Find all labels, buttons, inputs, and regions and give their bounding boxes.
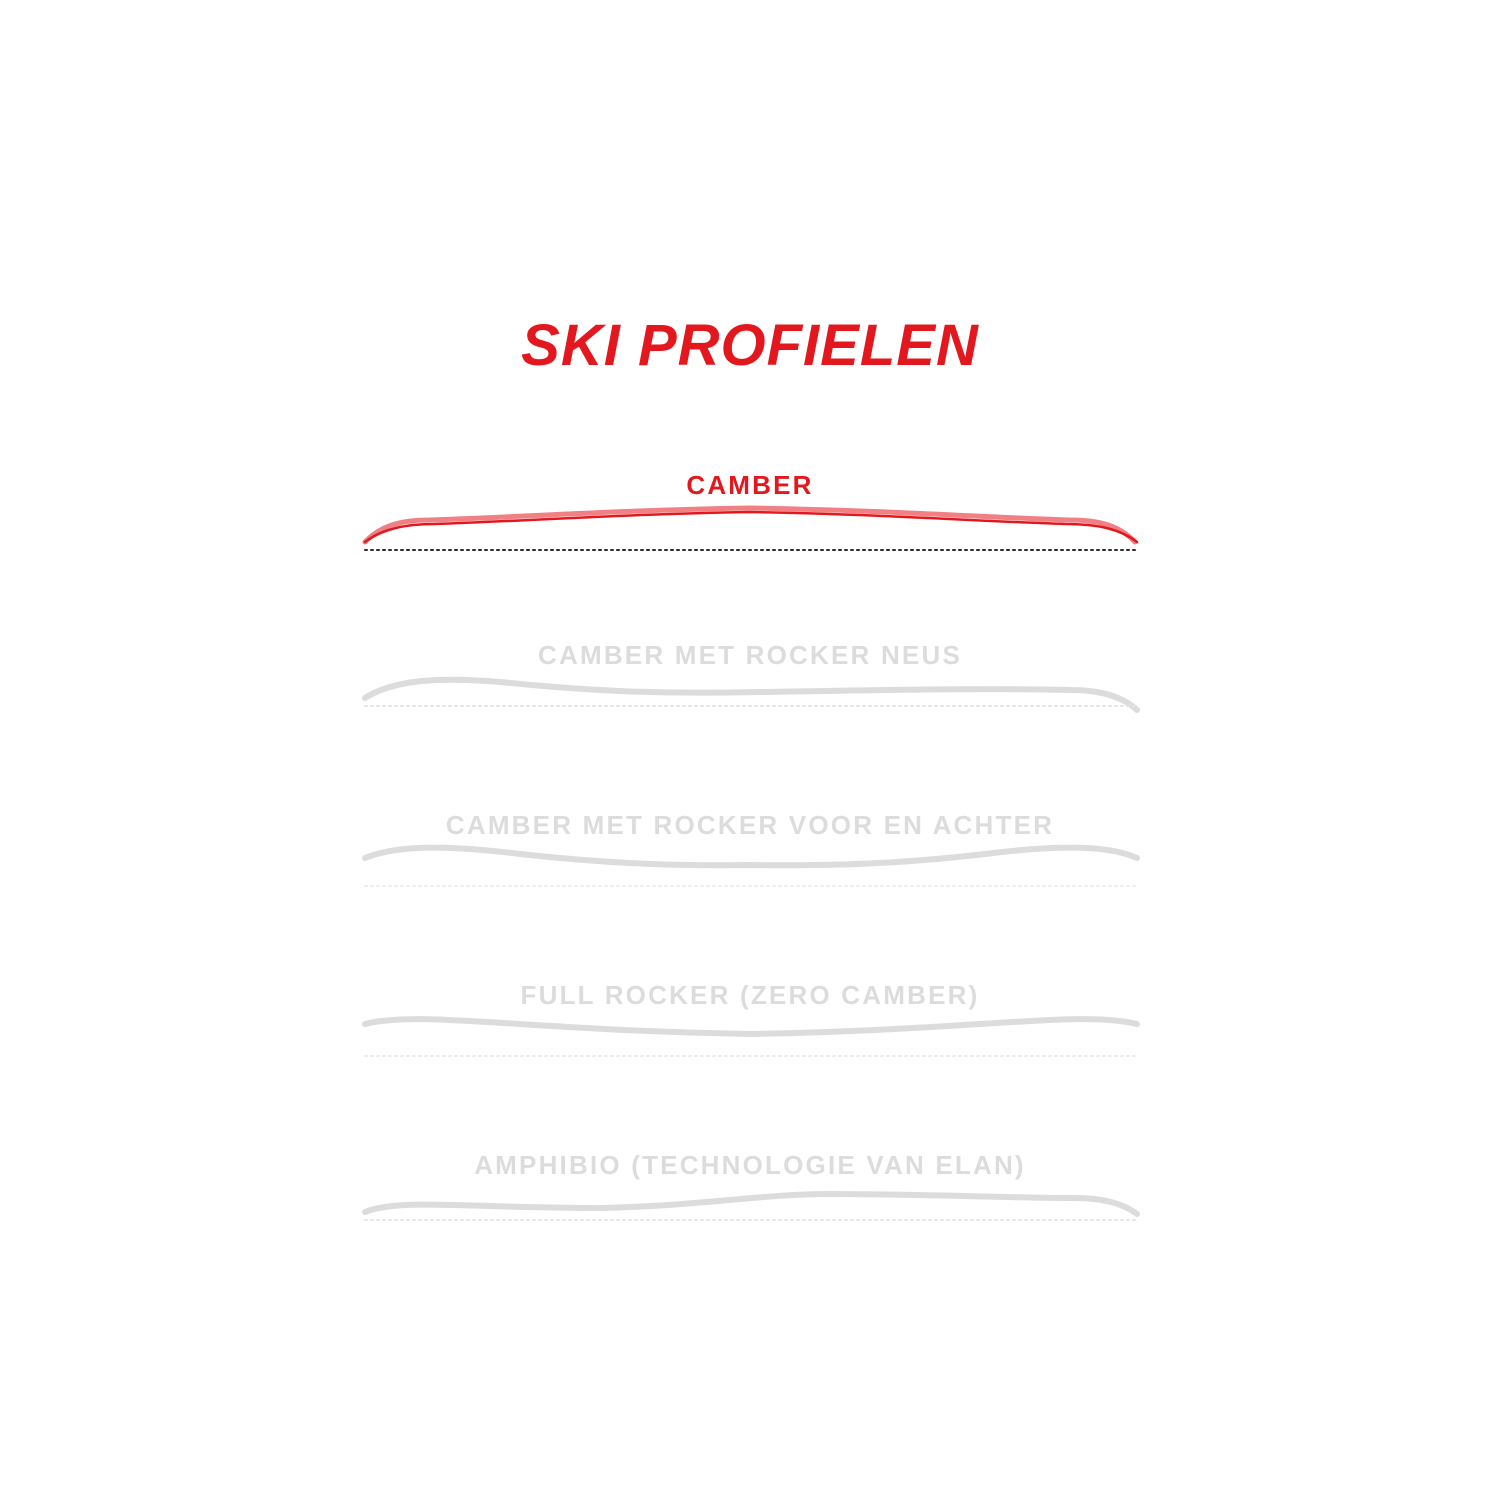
profile-label: CAMBER [686,470,814,500]
profile-item-camber-rocker-tip [0,640,1500,810]
full-rocker-profile-illustration [0,994,1500,1104]
profile-item-amphibio [0,1150,1500,1320]
profile-item-full-rocker [0,980,1500,1150]
profile-label: AMPHIBIO (TECHNOLOGIE VAN ELAN) [474,1150,1026,1180]
camber-rocker-tip-profile-illustration [0,654,1500,764]
profile-label: CAMBER MET ROCKER VOOR EN ACHTER [445,810,1055,840]
amphibio-profile-illustration [0,1164,1500,1274]
camber-profile-illustration [0,484,1500,594]
profile-item-camber [0,470,1500,640]
profile-label: FULL ROCKER (ZERO CAMBER) [520,980,980,1010]
profile-label: CAMBER MET ROCKER NEUS [538,640,962,670]
camber-rocker-tip-tail-profile-illustration [0,824,1500,934]
profile-list [0,470,1500,1320]
page-title: SKI PROFIELEN [521,313,979,378]
profile-item-camber-rocker-tip-tail [0,810,1500,980]
